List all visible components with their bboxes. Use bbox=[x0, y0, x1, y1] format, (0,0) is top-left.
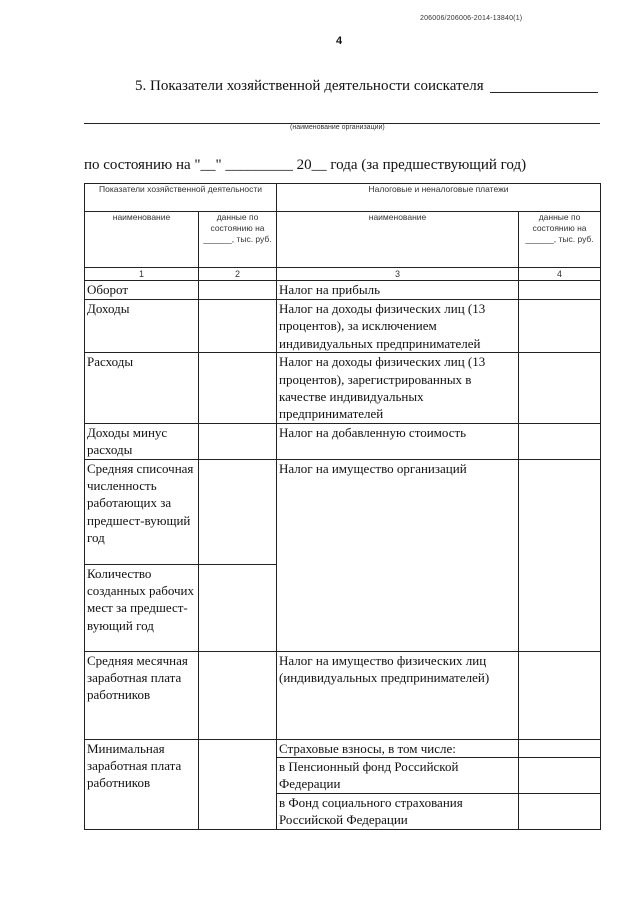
indicator-value-cell[interactable] bbox=[199, 651, 277, 739]
tax-vat: Налог на добавленную стоимость bbox=[277, 423, 519, 459]
indicator-new-jobs: Количество созданных рабочих мест за предшест-вующий год bbox=[85, 564, 199, 651]
indicator-income: Доходы bbox=[85, 300, 199, 353]
col-header-indicator-name: наименование bbox=[85, 212, 199, 268]
indicator-income-minus-expenses: Доходы минус расходы bbox=[85, 423, 199, 459]
page-number: 4 bbox=[336, 35, 343, 47]
tax-value-cell[interactable] bbox=[519, 423, 601, 459]
tax-social-insurance: в Фонд социального страхования Российской Федерации bbox=[277, 794, 519, 830]
col-number: 4 bbox=[519, 268, 601, 281]
tax-value-cell[interactable] bbox=[519, 459, 601, 651]
tax-individual-property: Налог на имущество физических лиц (индивидуальных предпринимателей) bbox=[277, 651, 519, 739]
state-date-line: по состоянию на "__" _________ 20__ года (за предшествующий год) bbox=[84, 157, 527, 173]
section-title: 5. Показатели хозяйственной деятельности соискателя bbox=[135, 78, 484, 94]
tax-value-cell[interactable] bbox=[519, 281, 601, 300]
organization-name-blank bbox=[490, 92, 598, 93]
tax-value-cell[interactable] bbox=[519, 758, 601, 794]
document-id: 206006/206006-2014-13840(1) bbox=[420, 15, 523, 22]
group-header-activity: Показатели хозяйственной деятельности bbox=[85, 184, 277, 212]
indicator-value-cell[interactable] bbox=[199, 564, 277, 651]
tax-profit: Налог на прибыль bbox=[277, 281, 519, 300]
tax-value-cell[interactable] bbox=[519, 739, 601, 757]
indicator-value-cell[interactable] bbox=[199, 423, 277, 459]
tax-pension-fund: в Пенсионный фонд Российской Федерации bbox=[277, 758, 519, 794]
indicator-turnover: Оборот bbox=[85, 281, 199, 300]
tax-value-cell[interactable] bbox=[519, 794, 601, 830]
col-number: 3 bbox=[277, 268, 519, 281]
indicator-value-cell[interactable] bbox=[199, 281, 277, 300]
tax-insurance: Страховые взносы, в том числе: bbox=[277, 739, 519, 757]
indicator-value-cell[interactable] bbox=[199, 459, 277, 564]
indicator-avg-headcount: Средняя списочная численность работающих за предшест-вующий год bbox=[85, 459, 199, 564]
col-number: 2 bbox=[199, 268, 277, 281]
indicators-table bbox=[84, 183, 601, 830]
col-header-indicator-value: данные по состоянию на ______, тыс. руб. bbox=[199, 212, 277, 268]
tax-personal-income: Налог на доходы физических лиц (13 процентов), за исключением индивидуальных предпринимателей bbox=[277, 300, 519, 353]
indicator-value-cell[interactable] bbox=[199, 739, 277, 829]
indicator-expenses: Расходы bbox=[85, 353, 199, 424]
indicator-value-cell[interactable] bbox=[199, 300, 277, 353]
indicator-avg-salary: Средняя месячная заработная плата работников bbox=[85, 651, 199, 739]
col-header-payment-value: данные по состоянию на ______, тыс. руб. bbox=[519, 212, 601, 268]
organization-caption: (наименование организации) bbox=[290, 124, 385, 131]
tax-value-cell[interactable] bbox=[519, 300, 601, 353]
group-header-payments: Налоговые и неналоговые платежи bbox=[277, 184, 601, 212]
tax-personal-income-ip: Налог на доходы физических лиц (13 процентов), зарегистрированных в качестве индивидуальных предпринимателей bbox=[277, 353, 519, 424]
tax-value-cell[interactable] bbox=[519, 353, 601, 424]
tax-org-property: Налог на имущество организаций bbox=[277, 459, 519, 651]
col-number: 1 bbox=[85, 268, 199, 281]
col-header-payment-name: наименование bbox=[277, 212, 519, 268]
tax-value-cell[interactable] bbox=[519, 651, 601, 739]
indicator-min-salary: Минимальная заработная плата работников bbox=[85, 739, 199, 829]
indicator-value-cell[interactable] bbox=[199, 353, 277, 424]
